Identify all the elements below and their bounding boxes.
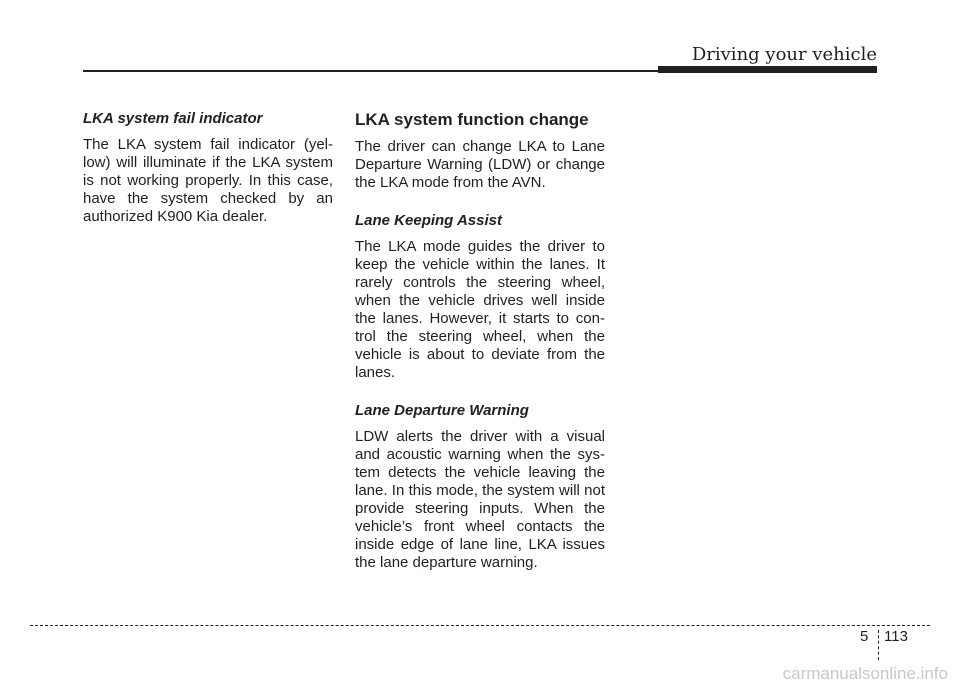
intro-paragraph: The driver can change LKA to Lane Departure Warning (LDW) or change the LKA mode from the AVN.: [355, 138, 605, 191]
lane-departure-heading: Lane Departure Warning: [355, 402, 529, 419]
lane-departure-paragraph: LDW alerts the driver with a visual and acoustic warning when the sys-tem detects the vehicle leaving the lane. In this mode, the system will not provide steering inputs. When the vehicle’s front wheel contacts the inside edge of lane line, LKA issues the lane departure warning.: [355, 428, 605, 571]
watermark: carmanualsonline.info: [782, 664, 948, 683]
header-rule-accent: [658, 66, 877, 73]
footer-rule: [30, 625, 930, 626]
header-rule: [83, 70, 663, 72]
section-title: LKA system function change: [355, 110, 589, 129]
footer-divider: [878, 630, 879, 660]
left-column: [83, 110, 333, 226]
fail-indicator-paragraph: The LKA system fail indicator (yel-low) will illuminate if the LKA system is not working properly. In this case, have the system checked by an authorized K900 Kia dealer.: [83, 136, 333, 225]
chapter-number: 5: [860, 628, 869, 645]
right-column: [355, 110, 605, 572]
page-number: 113: [884, 628, 908, 645]
lane-keeping-paragraph: The LKA mode guides the driver to keep the vehicle within the lanes. It rarely controls the steering wheel, when the vehicle drives well inside the lanes. However, it starts to con-trol the steering wheel, when the vehicle is about to deviate from the lanes.: [355, 238, 605, 381]
fail-indicator-heading: LKA system fail indicator: [83, 110, 263, 127]
running-header: Driving your vehicle: [691, 44, 877, 65]
lane-keeping-heading: Lane Keeping Assist: [355, 212, 502, 229]
